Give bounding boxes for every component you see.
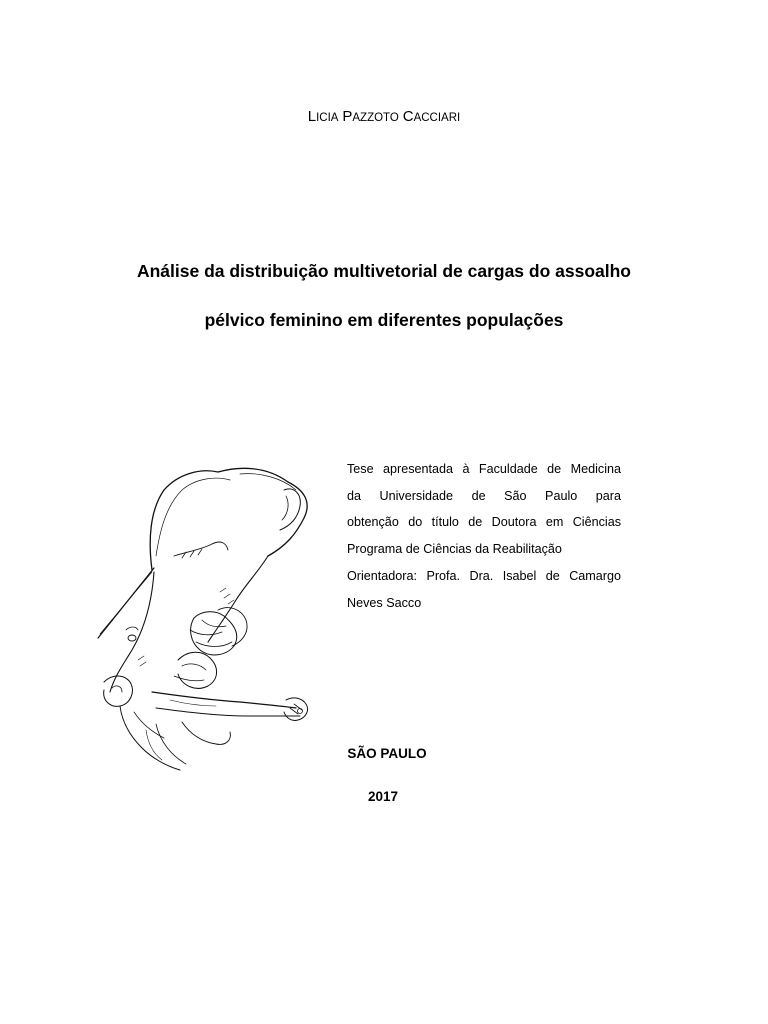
thesis-description (347, 456, 621, 616)
year-label: 2017 (367, 789, 399, 804)
author-first-name-rest: ICIA (316, 112, 339, 124)
author-middle-name-rest: AZZOTO (352, 112, 399, 124)
thesis-title-line-2: pélvico feminino em diferentes populações (204, 310, 564, 330)
figure-sketch-illustration (90, 460, 330, 780)
author-initial-first: L (307, 108, 317, 125)
description-line: Tese apresentada à Faculdade de Medicina (347, 462, 621, 476)
author-initial-middle: P (342, 108, 353, 125)
thesis-title-line-1: Análise da distribuição multivetorial de cargas do assoalho (136, 261, 632, 281)
author-name (0, 106, 768, 128)
description-line: da Universidade de São Paulo para (347, 488, 621, 503)
author-last-name-rest: ACCIARI (413, 112, 461, 124)
city-label: SÃO PAULO (347, 746, 427, 761)
sketch-drawing (90, 460, 330, 780)
description-line: Orientadora: Profa. Dra. Isabel de Camargo (347, 568, 621, 583)
description-line: Neves Sacco (347, 595, 422, 610)
description-line: obtenção do título de Doutora em Ciências (347, 515, 621, 530)
author-initial-last: C (402, 108, 414, 125)
description-line: Programa de Ciências da Reabilitação (347, 542, 562, 557)
